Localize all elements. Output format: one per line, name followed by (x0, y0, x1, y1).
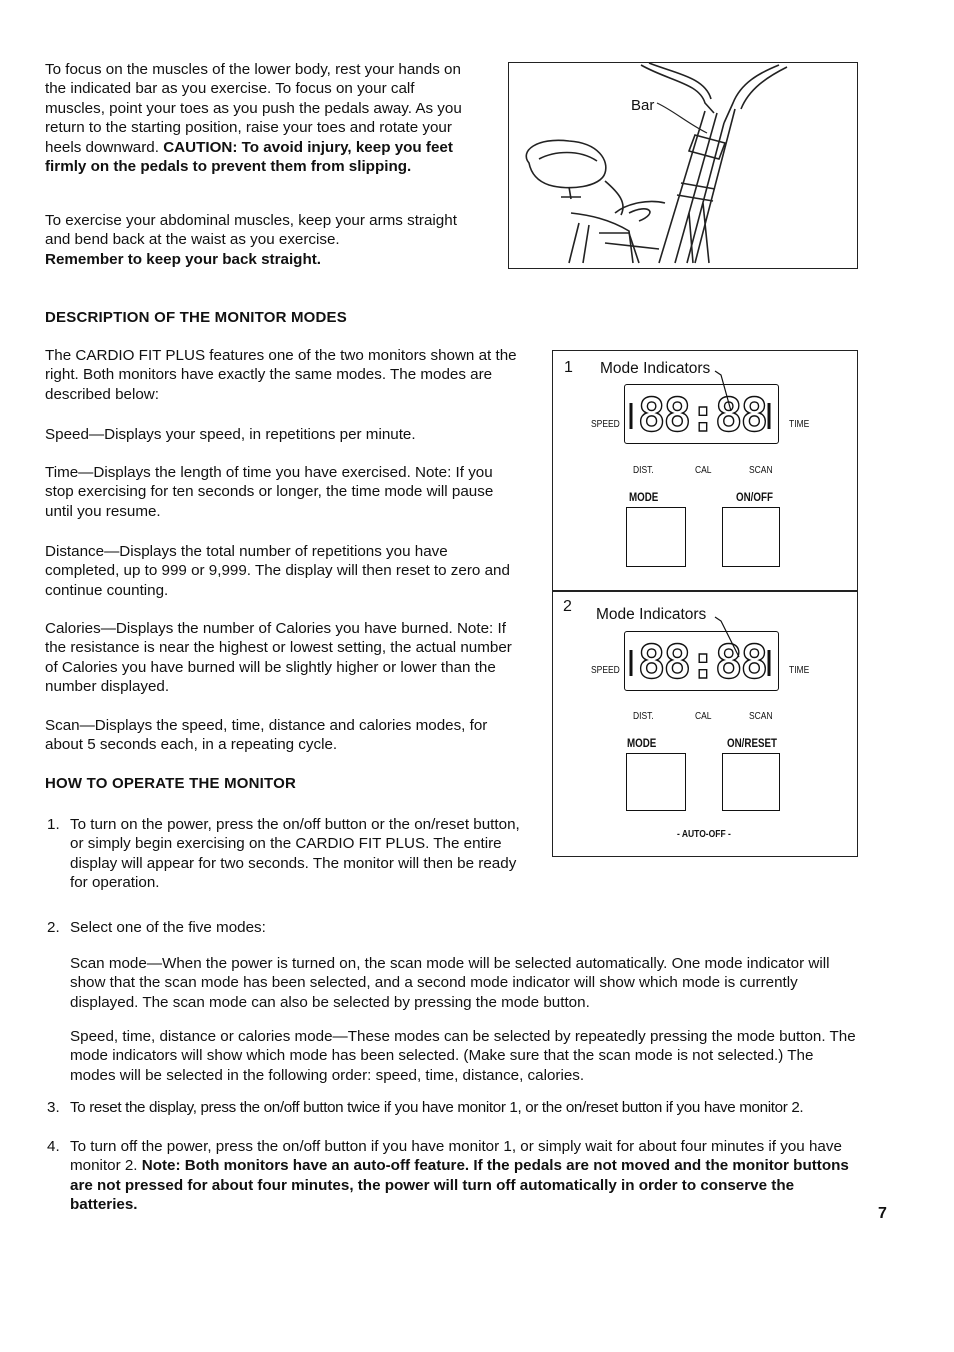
scan-description: Scan—Displays the speed, time, distance and calories modes, for about 5 seconds each, in a repeating cycle. (45, 717, 488, 754)
lcd-digit-text: 88:88 (637, 635, 767, 688)
intro-paragraph-2 (45, 211, 475, 269)
monitor-1-diagram (552, 350, 858, 592)
caution-text: CAUTION: To avoid injury, keep you feet firmly on the pedals to prevent them from slipping. (45, 138, 453, 176)
onreset-button-label: ON/RESET (727, 738, 777, 750)
cal-label: CAL (695, 711, 712, 722)
step-3-text: To reset the display, press the on/off button twice if you have monitor 1, or the on/reset button if you have monitor 2. (70, 1099, 804, 1116)
mode-indicators-label: Mode Indicators (600, 360, 711, 377)
lcd-display (624, 631, 779, 691)
scan-mode-paragraph: Scan mode—When the power is turned on, the scan mode will be selected automatically. One mode indicator will show that the scan mode has been selected, and a second mode indicator will show which mode is currently displayed. The scan mode can also be selected by pressing the mode button. (70, 955, 830, 1011)
dist-label: DIST. (633, 711, 654, 722)
mode-indicators-label: Mode Indicators (596, 606, 707, 623)
calories-description: Calories—Displays the number of Calories you have burned. Note: If the resistance is near the highest or lowest setting, the actual number of Calories you have burned will be slightly higher or lower than the number displayed. (45, 620, 512, 696)
back-straight-note: Remember to keep your back straight. (45, 250, 321, 268)
mode-button[interactable] (626, 753, 686, 811)
lcd-digit-text: 88:88 (637, 388, 767, 441)
step-4-normal: To turn off the power, press the on/off button if you have monitor 1, or simply wait for about four minutes if you have monitor 2. (70, 1138, 842, 1175)
section-heading-operate-monitor: HOW TO OPERATE THE MONITOR (45, 775, 297, 792)
bar-label: Bar (631, 97, 655, 114)
step-2-text: Select one of the five modes: (70, 919, 266, 936)
monitor-number: 2 (563, 598, 572, 615)
other-modes-paragraph: Speed, time, distance or calories mode—These modes can be selected by repeatedly pressing the mode button. The mode indicators will show which mode has been selected. (Make sure that the scan mode is not selected.) The modes will be selected in the following order: speed, time, distance, calories. (70, 1028, 856, 1084)
intro-paragraph-1 (45, 60, 475, 176)
intro-p2-text: To exercise your abdominal muscles, keep your arms straight and bend back at the waist as you exercise. (45, 212, 457, 249)
distance-description: Distance—Displays the total number of repetitions you have completed, up to 999 or 9,999. The display will then reset to zero and continue counting. (45, 543, 510, 599)
step-4-number: 4. (47, 1138, 60, 1155)
section-heading-monitor-modes: DESCRIPTION OF THE MONITOR MODES (45, 309, 347, 326)
speed-label: SPEED (591, 665, 620, 676)
time-description: Time—Displays the length of time you have exercised. Note: If you stop exercising for ten seconds or longer, the time mode will pause until you resume. (45, 464, 494, 520)
step-3 (47, 1098, 877, 1118)
monitor-2-diagram (552, 590, 858, 857)
step-1 (47, 815, 527, 895)
exercise-machine-figure (508, 62, 858, 269)
dist-label: DIST. (633, 465, 654, 476)
modes-intro: The CARDIO FIT PLUS features one of the two monitors shown at the right. Both monitors have exactly the same modes. The modes are described below: (45, 347, 517, 403)
step-2 (47, 918, 867, 938)
time-label: TIME (789, 419, 810, 430)
step-3-number: 3. (47, 1099, 60, 1116)
lcd-digits (625, 632, 776, 688)
onreset-button[interactable] (722, 753, 780, 811)
page-number: 7 (878, 1205, 887, 1222)
step-2-number: 2. (47, 919, 60, 936)
step-4-text (70, 1137, 860, 1215)
cal-label: CAL (695, 465, 712, 476)
auto-off-note: Note: Both monitors have an auto-off feature. If the pedals are not moved and the monitor buttons are not pressed for about four minutes, the power will turn off automatically in order to conserve the batteries. (70, 1157, 849, 1214)
mode-button-label: MODE (627, 738, 657, 750)
scan-label: SCAN (749, 711, 773, 722)
machine-illustration (509, 63, 856, 267)
lcd-digits (625, 385, 776, 441)
step-1-text: To turn on the power, press the on/off button or the on/reset button, or simply begin exercising on the CARDIO FIT PLUS. The entire display will appear for two seconds. The monitor will then be ready for operation. (70, 816, 520, 892)
mode-button[interactable] (626, 507, 686, 567)
onoff-button-label: ON/OFF (736, 492, 773, 504)
step-1-number: 1. (47, 816, 60, 833)
speed-description: Speed—Displays your speed, in repetitions per minute. (45, 426, 416, 443)
scan-label: SCAN (749, 465, 773, 476)
step-4 (47, 1137, 867, 1217)
mode-button-label: MODE (629, 492, 659, 504)
time-label: TIME (789, 665, 810, 676)
intro-p1-text: To focus on the muscles of the lower body, rest your hands on the indicated bar as you exercise. To focus on your calf muscles, point your toes as you push the pedals away. As you return to the starting position, raise your toes and rotate your heels downward. (45, 61, 462, 156)
onoff-button[interactable] (722, 507, 780, 567)
auto-off-label: - AUTO-OFF - (677, 829, 731, 840)
speed-label: SPEED (591, 419, 620, 430)
monitor-number: 1 (564, 359, 573, 376)
lcd-display (624, 384, 779, 444)
